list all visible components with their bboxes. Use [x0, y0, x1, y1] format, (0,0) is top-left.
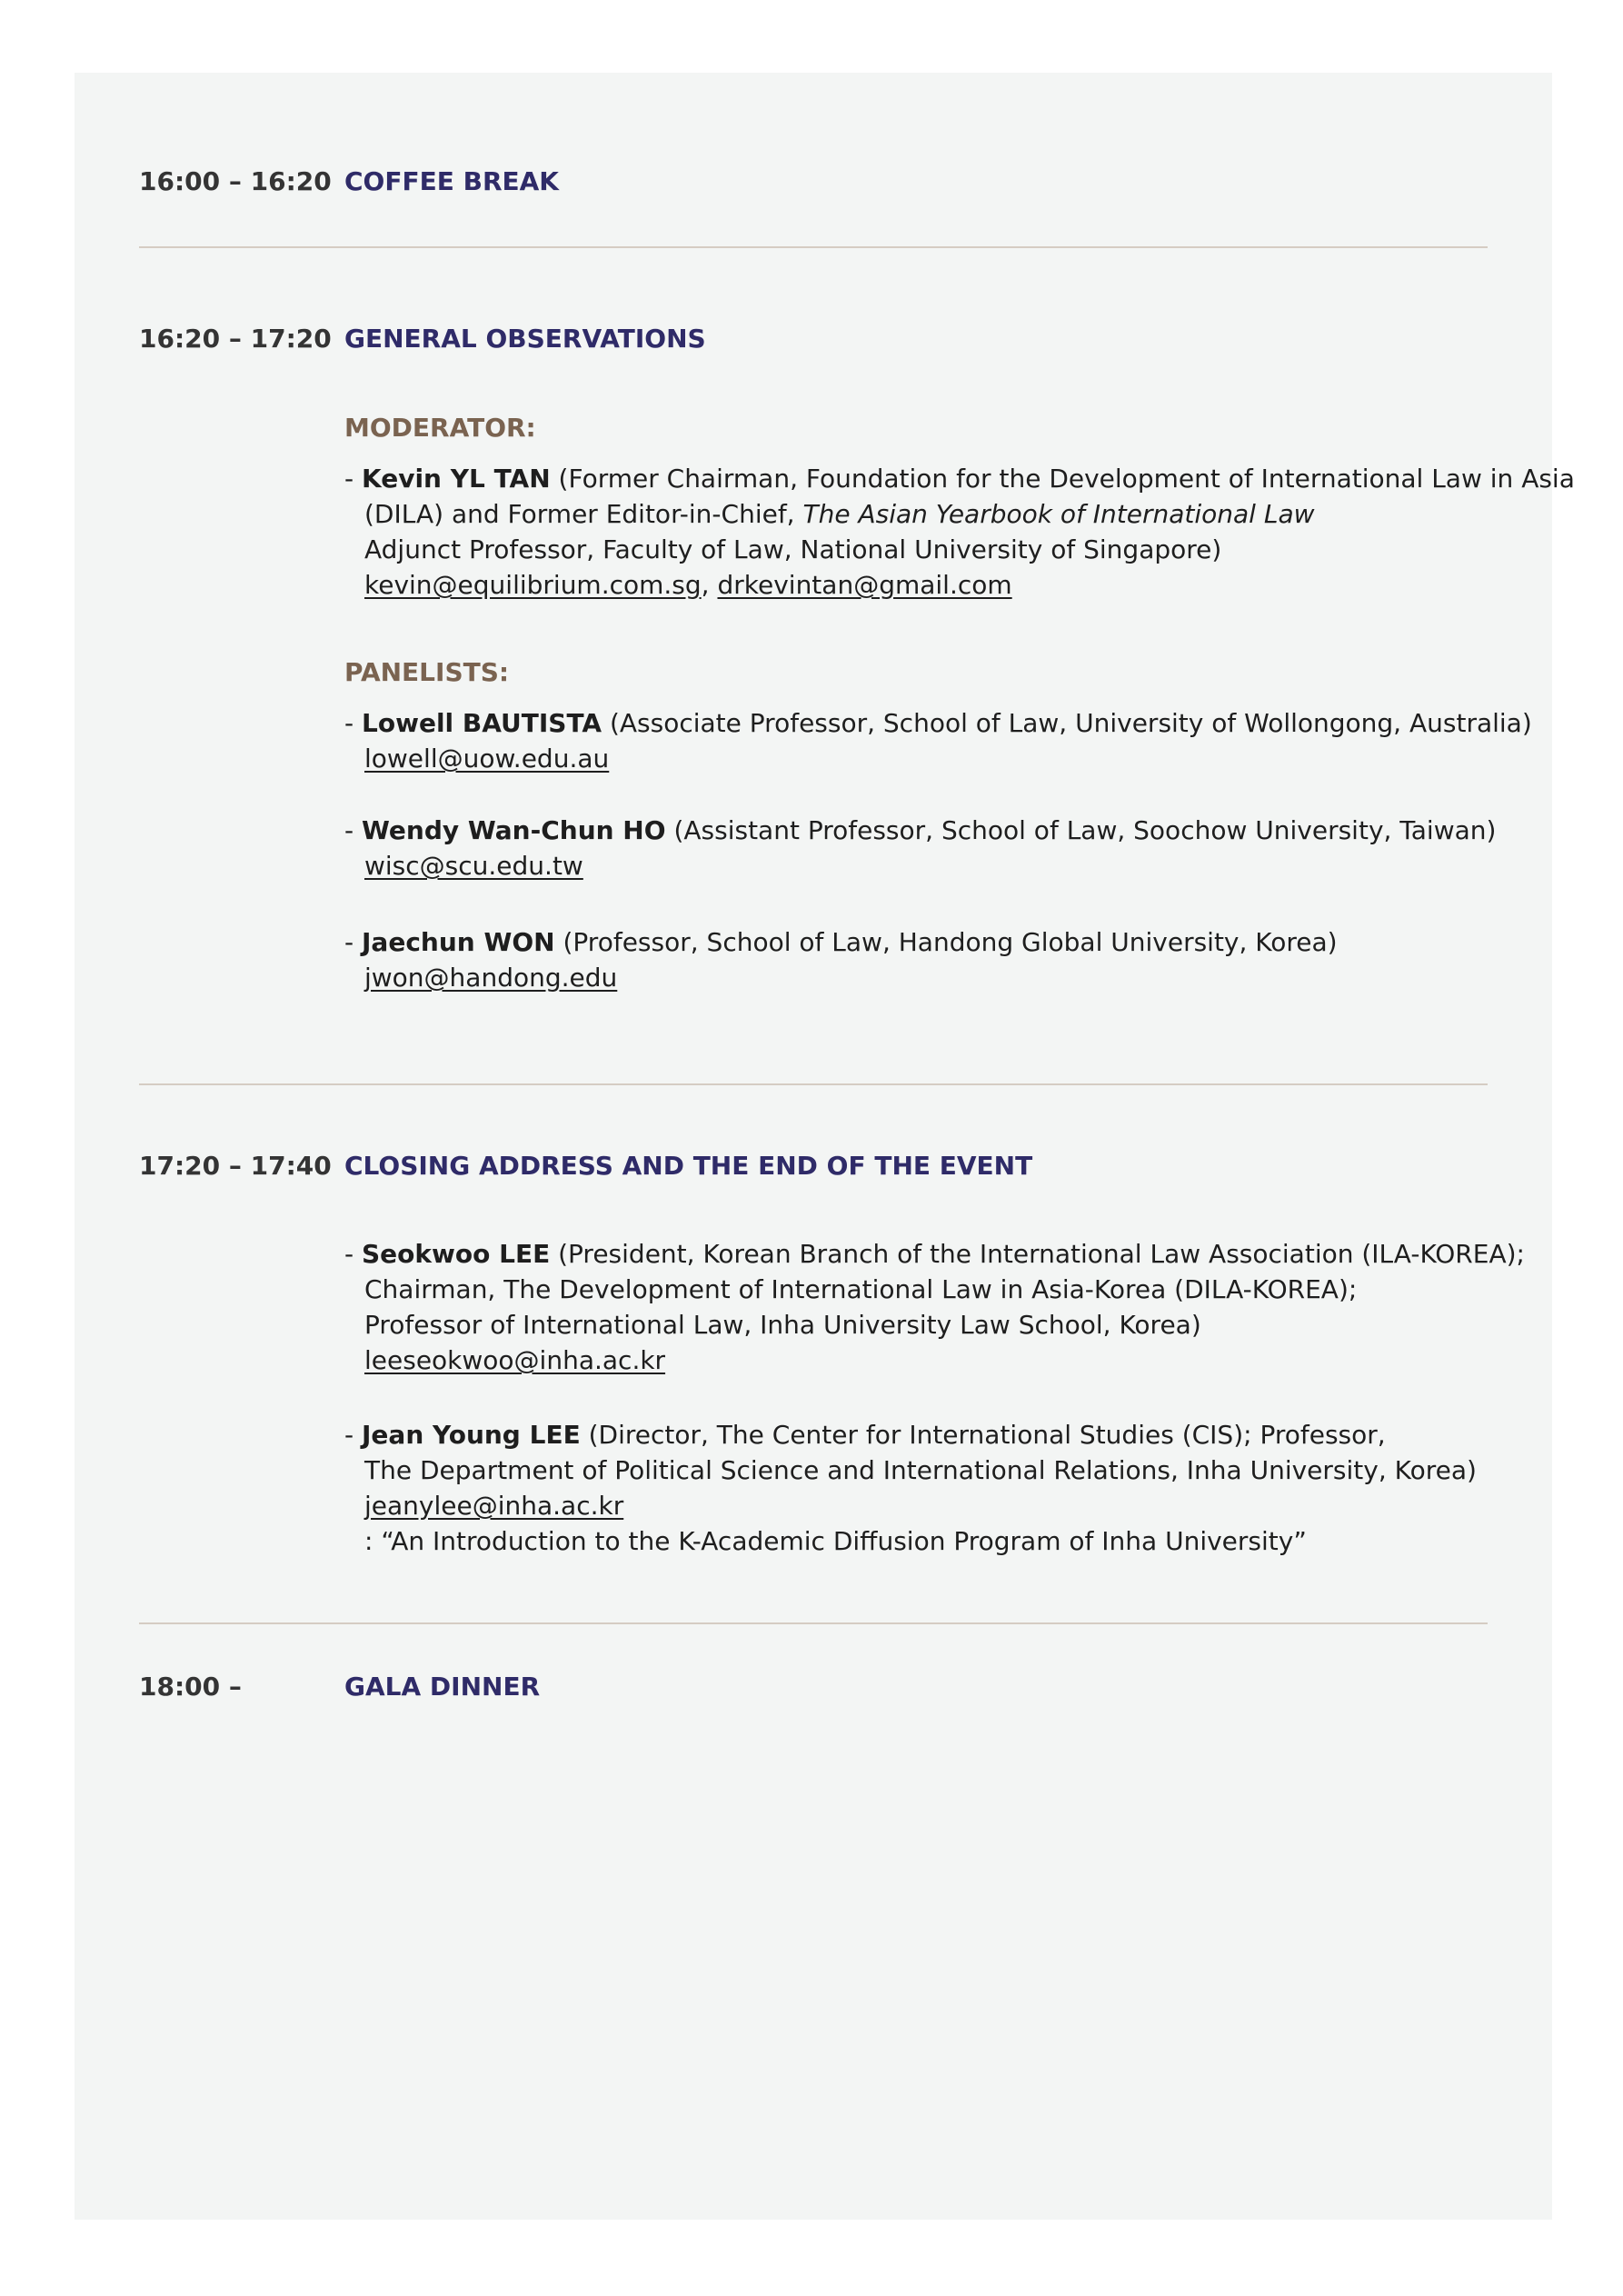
- yearbook-title: The Asian Yearbook of International Law: [802, 499, 1315, 529]
- panelist-entry: - Lowell BAUTISTA (Associate Professor, School of Law, University of Wollongong, Australia) lowell@uow.edu.au: [344, 708, 1532, 774]
- panelist-entry: - Jaechun WON (Professor, School of Law, Handong Global University, Korea) jwon@handong.edu: [344, 927, 1338, 993]
- email-link[interactable]: jeanylee@inha.ac.kr: [364, 1491, 624, 1521]
- speaker-entry: - Jean Young LEE (Director, The Center for International Studies (CIS); Professor, The Department of Political Science and International Relations, Inha University, Korea) jeanylee@inha.ac.kr : “An Introduction to the K-Academic Diffusion Program of Inha University”: [344, 1417, 1477, 1559]
- person-name: Wendy Wan-Chun HO: [362, 815, 666, 845]
- email-link[interactable]: drkevintan@gmail.com: [717, 570, 1012, 600]
- session-title-general: GENERAL OBSERVATIONS: [344, 324, 706, 354]
- email-link[interactable]: leeseokwoo@inha.ac.kr: [364, 1345, 666, 1375]
- session-time-general: 16:20 – 17:20: [139, 324, 332, 354]
- person-name: Lowell BAUTISTA: [362, 708, 602, 738]
- program-page: [75, 73, 1552, 2220]
- panelist-entry: - Wendy Wan-Chun HO (Assistant Professor, School of Law, Soochow University, Taiwan) wisc@scu.edu.tw: [344, 815, 1497, 881]
- session-time-closing: 17:20 – 17:40: [139, 1151, 332, 1181]
- talk-title: : “An Introduction to the K-Academic Diffusion Program of Inha University”: [364, 1526, 1307, 1556]
- session-time-coffee: 16:00 – 16:20: [139, 166, 332, 196]
- email-link[interactable]: lowell@uow.edu.au: [364, 744, 610, 774]
- divider: [139, 246, 1488, 248]
- session-title-coffee: COFFEE BREAK: [344, 166, 560, 196]
- divider: [139, 1083, 1488, 1085]
- speaker-entry: - Seokwoo LEE (President, Korean Branch of the International Law Association (ILA-KOREA); Chairman, The Development of International Law in Asia-Korea (DILA-KOREA); Professor of International Law, Inha University Law School, Korea) leeseokwoo@inha.ac.kr: [344, 1239, 1525, 1375]
- session-time-dinner: 18:00 –: [139, 1672, 242, 1702]
- session-title-dinner: GALA DINNER: [344, 1672, 541, 1702]
- moderator-label: MODERATOR:: [344, 413, 536, 443]
- email-link[interactable]: kevin@equilibrium.com.sg: [364, 570, 702, 600]
- session-title-closing: CLOSING ADDRESS AND THE END OF THE EVENT: [344, 1151, 1033, 1181]
- email-link[interactable]: wisc@scu.edu.tw: [364, 851, 583, 881]
- panelists-label: PANELISTS:: [344, 657, 510, 687]
- email-link[interactable]: jwon@handong.edu: [364, 963, 618, 993]
- divider: [139, 1622, 1488, 1624]
- moderator-entry: - Kevin YL TAN (Former Chairman, Foundation for the Development of International Law in Asia (DILA) and Former Editor-in-Chief, The Asian Yearbook of International Law Adjunct Professor, Faculty of Law, National University of Singapore) kevin@equilibrium.com.sg, drkevintan@gmail.com: [344, 464, 1575, 600]
- person-name: Jaechun WON: [362, 927, 555, 957]
- person-name: Jean Young LEE: [362, 1420, 581, 1450]
- person-name: Kevin YL TAN: [362, 464, 551, 494]
- person-name: Seokwoo LEE: [362, 1239, 551, 1269]
